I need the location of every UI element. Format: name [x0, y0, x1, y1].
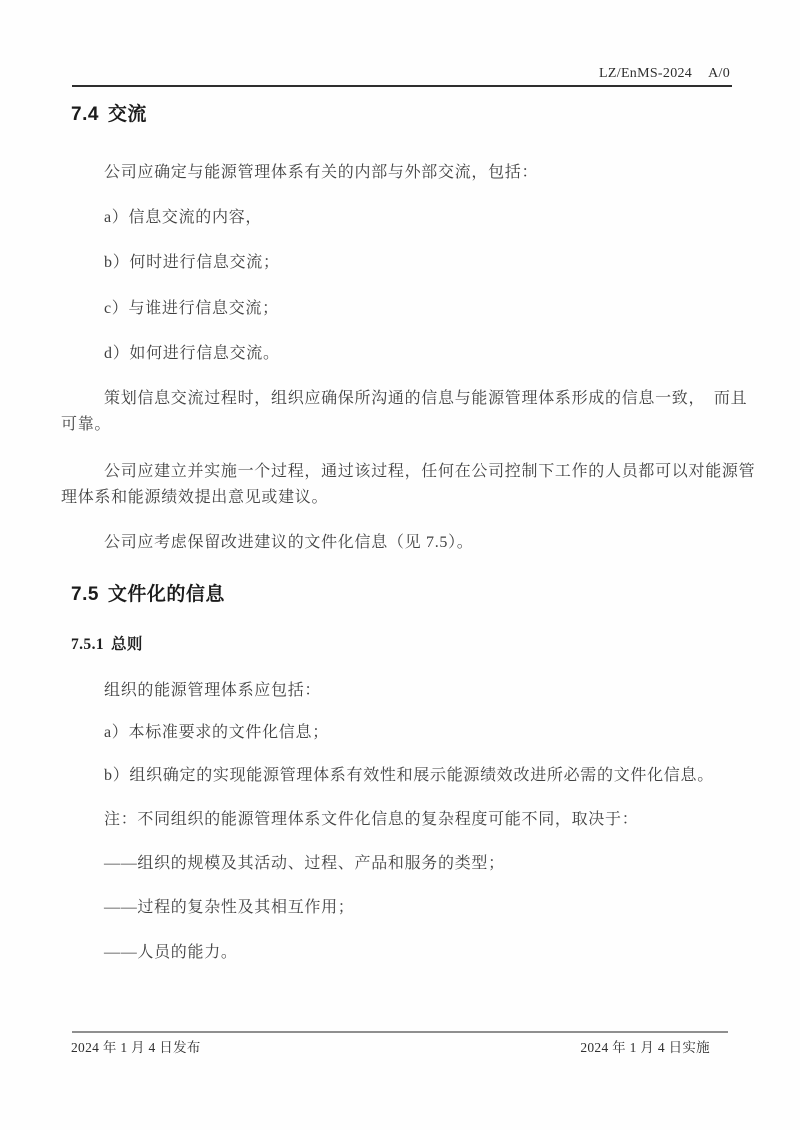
paragraph-line: 公司应建立并实施一个过程，通过该过程，任何在公司控制下工作的人员都可以对能源管 — [104, 463, 756, 480]
section-7-4-number: 7.4 — [71, 104, 99, 125]
dash-item: ——组织的规模及其活动、过程、产品和服务的类型； — [104, 855, 505, 872]
section-7-5-heading — [71, 584, 225, 606]
footer-release-date: 2024 年 1 月 4 日发布 — [71, 1040, 201, 1055]
section-7-5-1-title: 总则 — [111, 636, 143, 653]
list-item-d: d）如何进行信息交流。 — [104, 345, 280, 362]
list-item-c: c）与谁进行信息交流； — [104, 300, 279, 317]
doc-code: LZ/EnMS-2024 — [599, 66, 693, 81]
list-item-b: b）何时进行信息交流； — [104, 254, 280, 271]
paragraph-line: 公司应考虑保留改进建议的文件化信息（见 7.5）。 — [104, 534, 474, 551]
footer-implement-date: 2024 年 1 月 4 日实施 — [580, 1040, 710, 1055]
section-7-4-title: 交流 — [107, 104, 147, 125]
section-7-4-heading — [71, 104, 147, 126]
list-item-b: b）组织确定的实现能源管理体系有效性和展示能源绩效改进所必需的文件化信息。 — [104, 767, 714, 784]
header-rule — [72, 85, 732, 87]
paragraph-line: 可靠。 — [61, 416, 112, 433]
section-7-5-title: 文件化的信息 — [107, 584, 225, 605]
doc-revision: A/0 — [708, 66, 730, 81]
list-item-a: a）信息交流的内容， — [104, 209, 263, 226]
paragraph-line: 公司应确定与能源管理体系有关的内部与外部交流，包括： — [104, 164, 539, 181]
list-item-a: a）本标准要求的文件化信息； — [104, 724, 329, 741]
section-7-5-1-number: 7.5.1 — [71, 636, 104, 653]
footer-rule — [72, 1031, 728, 1033]
section-7-5-1-heading — [71, 636, 143, 654]
header-doc-reference — [599, 66, 730, 82]
dash-item: ——人员的能力。 — [104, 944, 238, 961]
dash-item: ——过程的复杂性及其相互作用； — [104, 899, 355, 916]
paragraph-line: 策划信息交流过程时，组织应确保所沟通的信息与能源管理体系形成的信息一致， 而且 — [104, 390, 748, 407]
section-7-5-number: 7.5 — [71, 584, 99, 605]
paragraph-line: 组织的能源管理体系应包括： — [104, 682, 322, 699]
paragraph-line: 理体系和能源绩效提出意见或建议。 — [61, 489, 329, 506]
note-line: 注：不同组织的能源管理体系文件化信息的复杂程度可能不同，取决于： — [104, 811, 639, 828]
